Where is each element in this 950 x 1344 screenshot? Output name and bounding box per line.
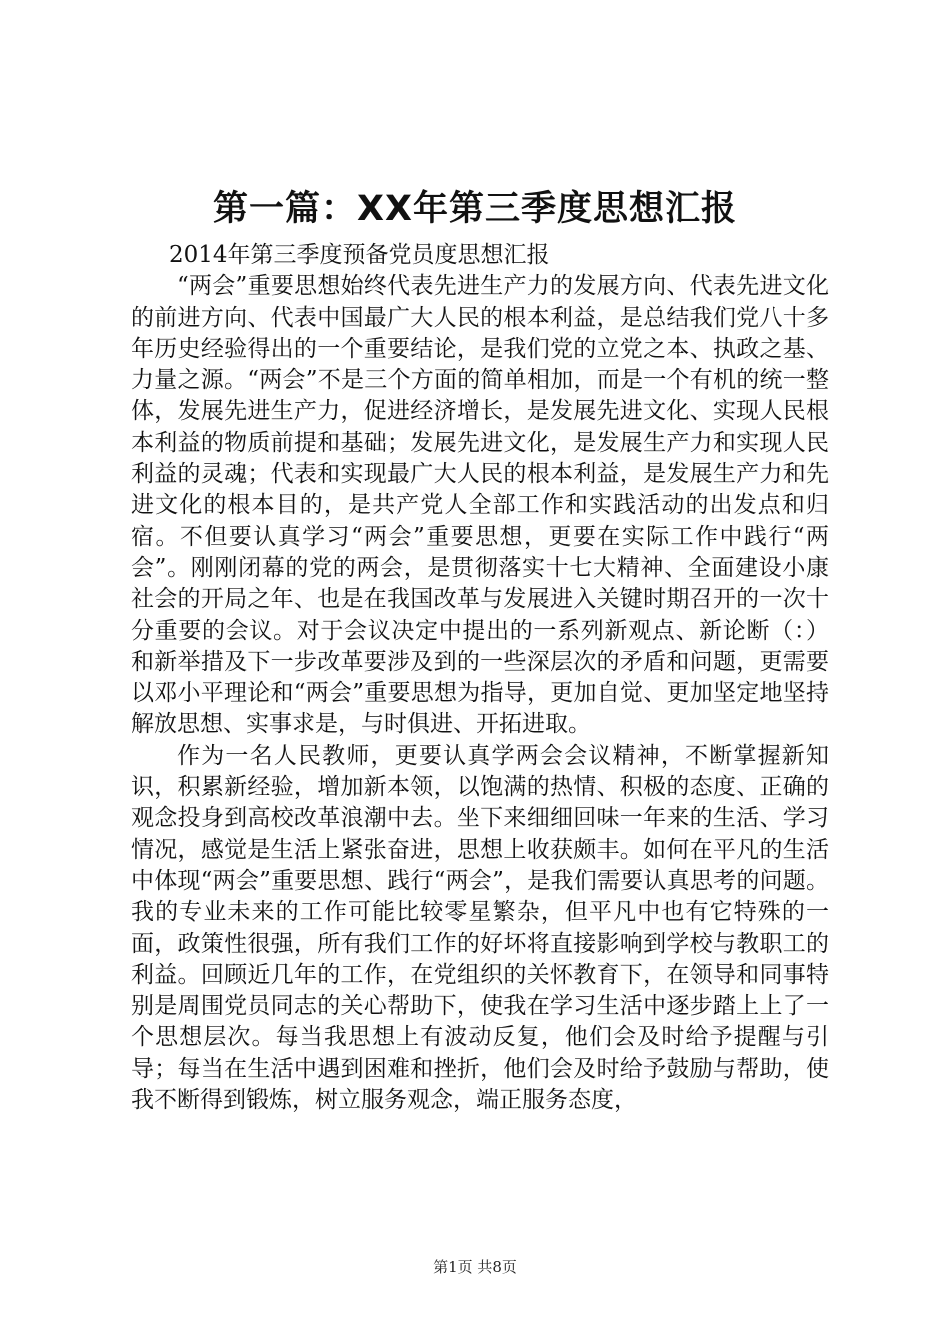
- document-body: [131, 240, 829, 1116]
- document-title: 第一篇：XX年第三季度思想汇报: [213, 189, 737, 229]
- page-number-footer: 第1页 共8页: [433, 1258, 517, 1276]
- paragraph-1: “两会”重要思想始终代表先进生产力的发展方向、代表先进文化的前进方向、代表中国最广大人民的根本利益，是总结我们党八十多年历史经验得出的一个重要结论，是我们党的立党之本、执政之基、力量之源。“两会”不是三个方面的简单相加，而是一个有机的统一整体，发展先进生产力，促进经济增长，是发展先进文化、实现人民根本利益的物质前提和基础；发展先进文化，是发展生产力和实现人民利益的灵魂；代表和实现最广大人民的根本利益，是发展生产力和先进文化的根本目的，是共产党人全部工作和实践活动的出发点和归宿。不但要认真学习“两会”重要思想，更要在实际工作中践行“两会”。刚刚闭幕的党的两会，是贯彻落实十七大精神、全面建设小康社会的开局之年、也是在我国改革与发展进入关键时期召开的一次十分重要的会议。对于会议决定中提出的一系列新观点、新论断（：）和新举措及下一步改革要涉及到的一些深层次的矛盾和问题，更需要以邓小平理论和“两会”重要思想为指导，更加自觉、更加坚定地坚持解放思想、实事求是，与时俱进、开拓进取。: [131, 273, 829, 738]
- document-subtitle: 2014年第三季度预备党员度思想汇报: [169, 242, 550, 268]
- paragraph-2: 作为一名人民教师，更要认真学两会会议精神，不断掌握新知识，积累新经验，增加新本领，以饱满的热情、积极的态度、正确的观念投身到高校改革浪潮中去。坐下来细细回味一年来的生活、学习情况，感觉是生活上紧张奋进，思想上收获颇丰。如何在平凡的生活中体现“两会”重要思想、践行“两会”，是我们需要认真思考的问题。我的专业未来的工作可能比较零星繁杂，但平凡中也有它特殊的一面，政策性很强，所有我们工作的好坏将直接影响到学校与教职工的利益。回顾近几年的工作，在党组织的关怀教育下，在领导和同事特别是周围党员同志的关心帮助下，使我在学习生活中逐步踏上上了一个思想层次。每当我思想上有波动反复，他们会及时给予提醒与引导；每当在生活中遇到困难和挫折，他们会及时给予鼓励与帮助，使我不断得到锻炼，树立服务观念，端正服务态度，: [131, 742, 829, 1114]
